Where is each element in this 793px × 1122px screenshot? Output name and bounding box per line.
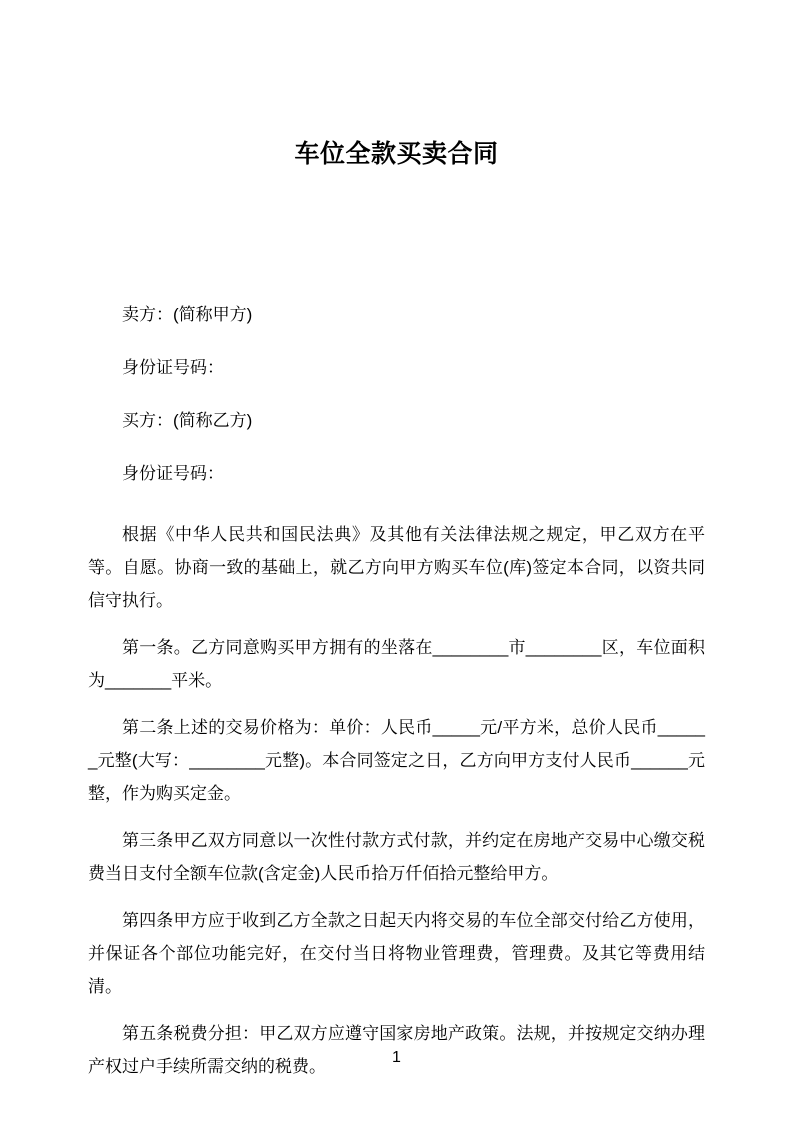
contract-intro-paragraph: 根据《中华人民共和国民法典》及其他有关法律法规之规定，甲乙双方在平等。自愿。协商一致的基础上，就乙方向甲方购买车位(库)签定本合同，以资共同信守执行。 [88,525,705,610]
page-number: 1 [392,1049,401,1066]
buyer-line: 买方：(简称乙方) [122,411,253,430]
clause-4: 第四条甲方应于收到乙方全款之日起天内将交易的车位全部交付给乙方使用，并保证各个部位功能完好，在交付当日将物业管理费，管理费。及其它等费用结清。 [88,911,705,996]
document-title: 车位全款买卖合同 [294,140,499,168]
seller-line: 卖方：(简称甲方) [122,305,253,324]
seller-id-line: 身份证号码： [122,358,224,377]
clause-2: 第二条上述的交易价格为：单价：人民币_____元/平方米，总价人民币______元整(大写：________元整)。本合同签定之日，乙方向甲方支付人民币______元整，作为购买定金。 [88,718,705,803]
clause-3: 第三条甲乙双方同意以一次性付款方式付款，并约定在房地产交易中心缴交税费当日支付全额车位款(含定金)人民币拾万仟佰拾元整给甲方。 [88,831,705,883]
clause-1: 第一条。乙方同意购买甲方拥有的坐落在________市________区，车位面积为_______平米。 [88,638,705,690]
buyer-id-line: 身份证号码： [122,464,224,483]
clause-5: 第五条税费分担：甲乙双方应遵守国家房地产政策。法规，并按规定交纳办理产权过户手续所需交纳的税费。 [88,1024,705,1076]
